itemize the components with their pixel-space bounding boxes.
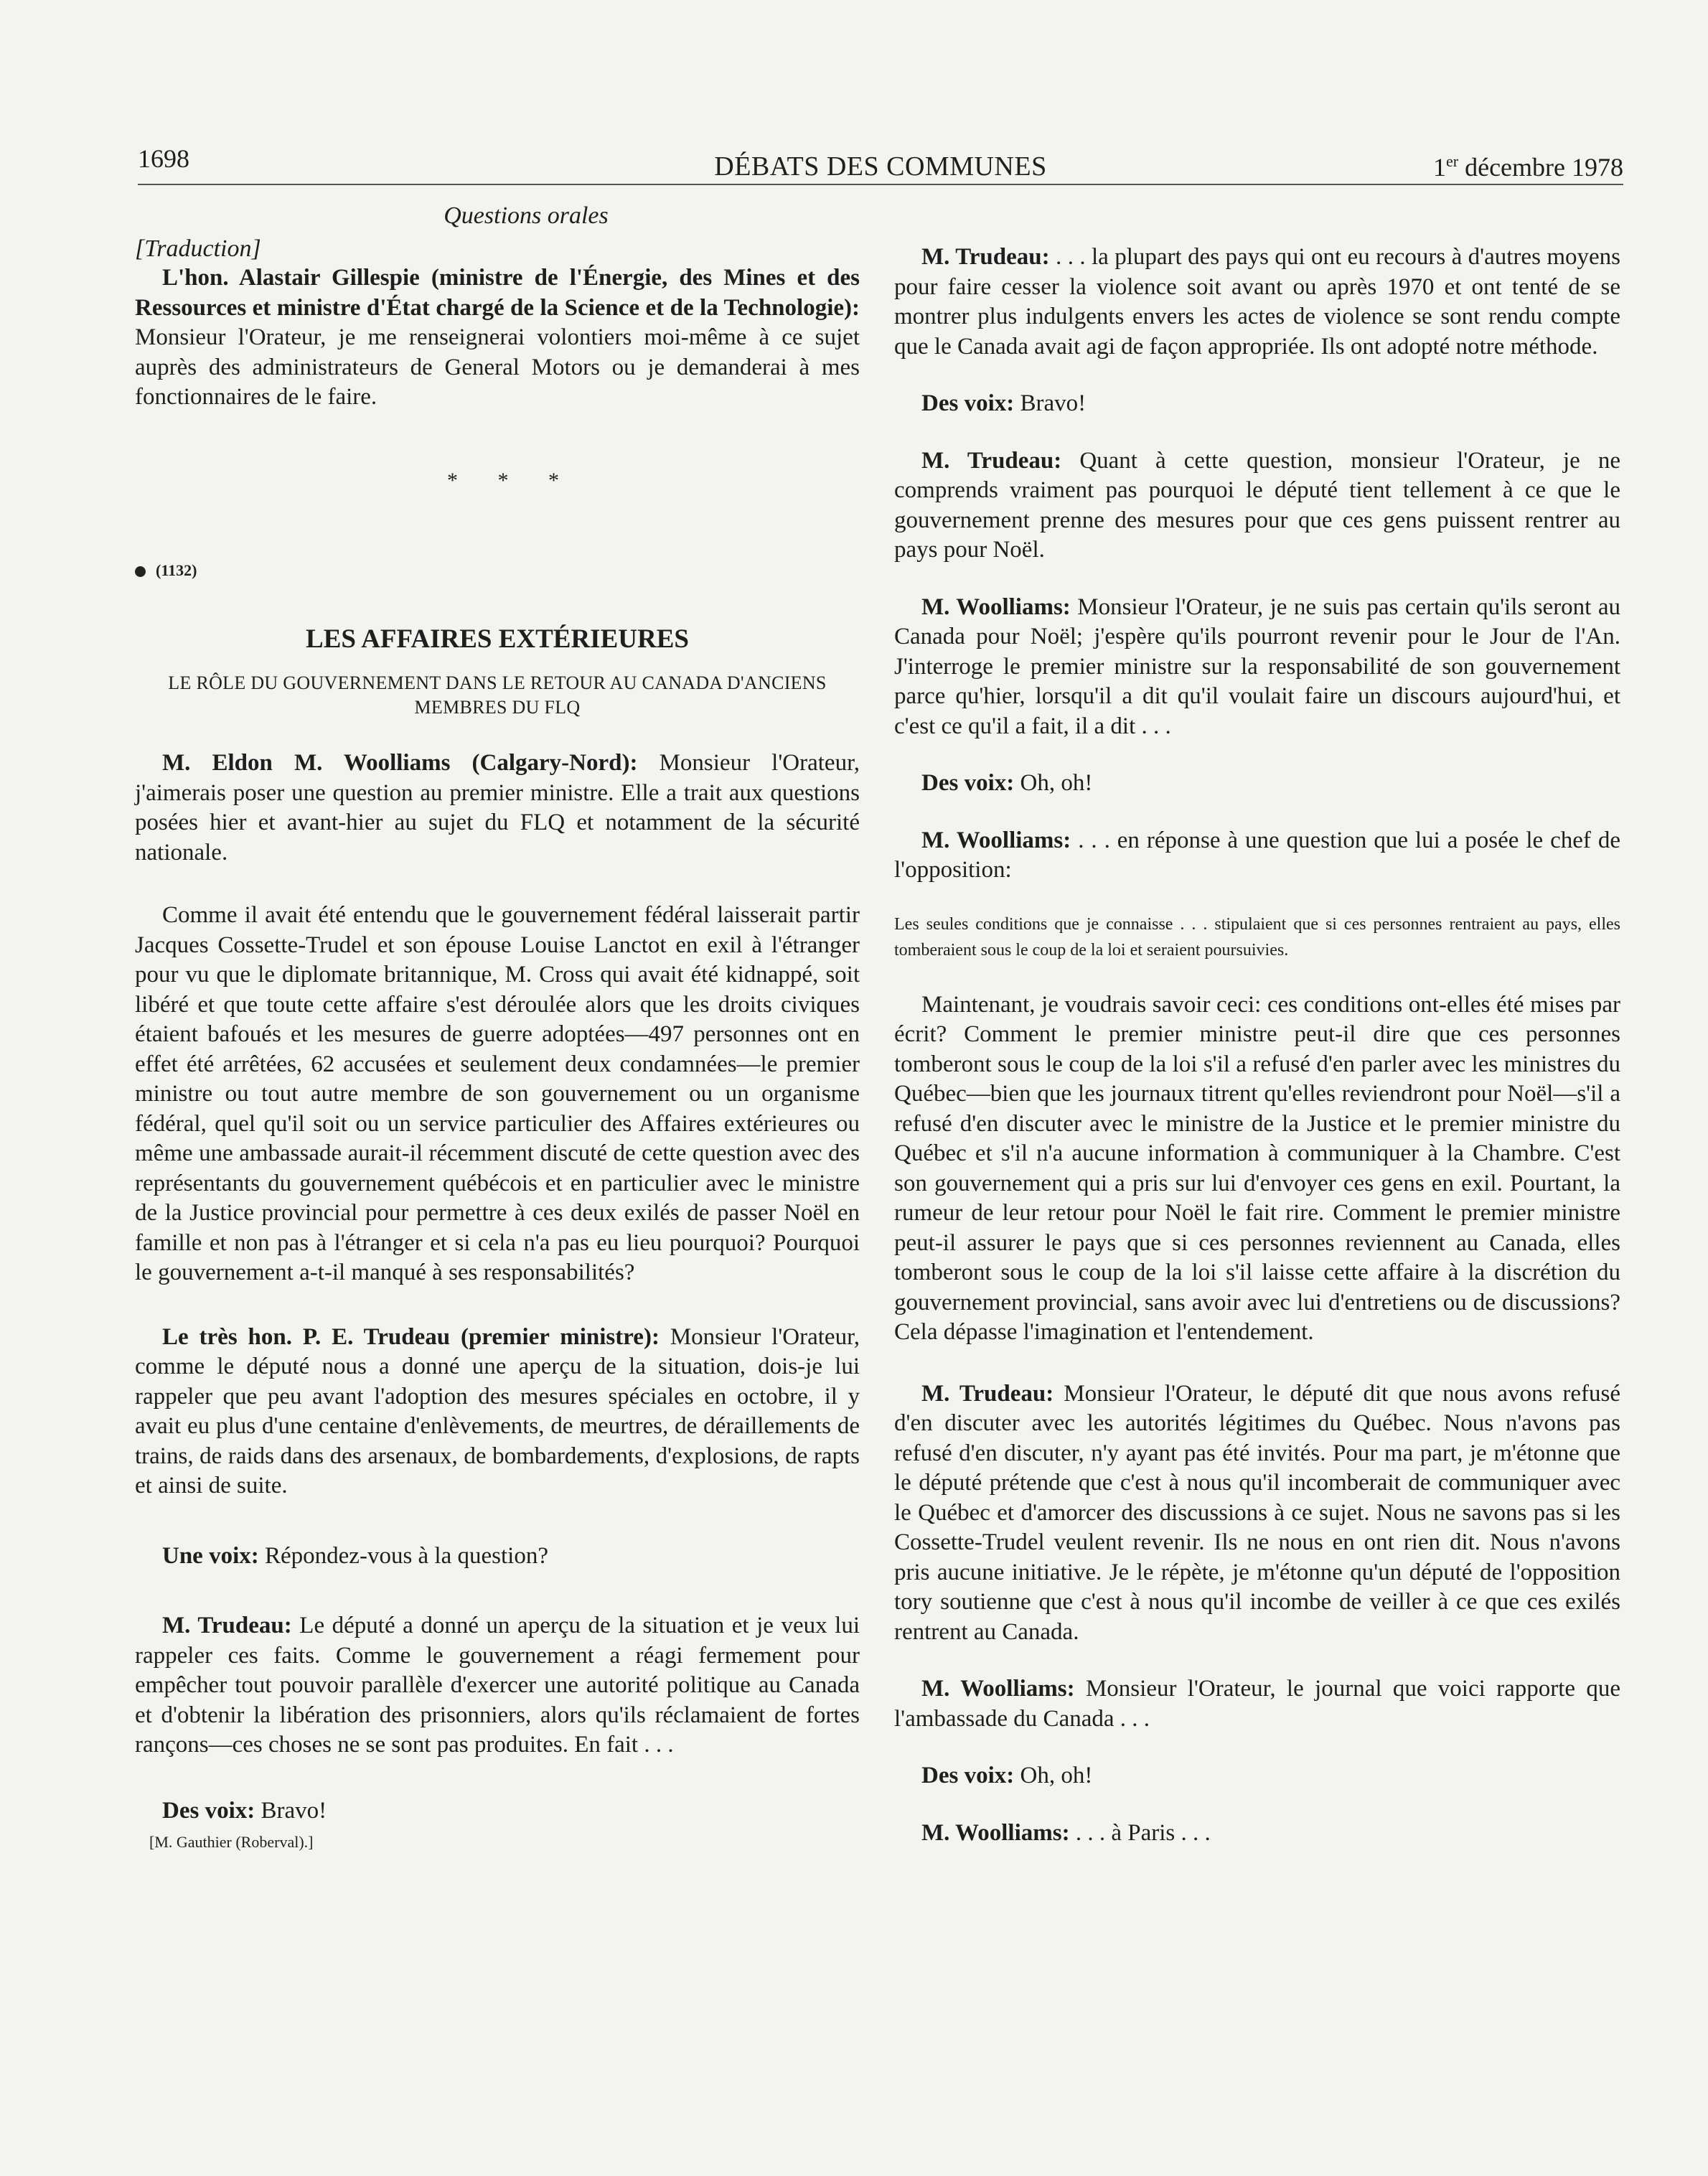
- speaker-name: M. Trudeau:: [921, 244, 1050, 270]
- paragraph-trudeau-5: [894, 1379, 1620, 1648]
- publication-title: DÉBATS DES COMMUNES: [714, 151, 1047, 182]
- speech-text: Répondez-vous à la question?: [258, 1542, 548, 1569]
- paragraph-trudeau-3: [894, 243, 1620, 362]
- paragraph-trudeau-reply: [135, 1323, 860, 1501]
- footnote: [M. Gauthier (Roberval).]: [149, 1833, 314, 1851]
- speaker-name: M. Trudeau:: [162, 1613, 292, 1638]
- header-rule: [138, 184, 1623, 185]
- paragraph-woolliams-question: [135, 749, 860, 868]
- time-marker-text: (1132): [156, 561, 197, 579]
- date-day: 1: [1433, 153, 1446, 182]
- paragraph-des-voix-3: [894, 769, 1620, 799]
- speech-text: Bravo!: [1014, 390, 1087, 416]
- page-header: [138, 144, 1623, 184]
- speech-text: . . . à Paris . . .: [1069, 1819, 1211, 1846]
- section-subtitle: LE RÔLE DU GOUVERNEMENT DANS LE RETOUR AU CANADA D'ANCIENS MEMBRES DU FLQ: [168, 672, 827, 718]
- speaker-name: M. Woolliams:: [921, 1819, 1070, 1846]
- paragraph-woolliams-5: [894, 1674, 1620, 1734]
- speech-text: Monsieur l'Orateur, le député dit que nous avons refusé d'en discuter avec les autorités légitimes du Québec. Nous n'avons pas refusé d'en discuter, n'y ayant pas été invités. Pour ma part, je m'étonne que le député prétende que c'est à nous qu'il incomberait de communiquer avec le Québec et d'amorcer des discussions à ce sujet. Nous ne savons pas si les Cossette-Trudel veulent revenir. Ils ne nous en ont rien dit. Nous n'avons pris aucune initiative. Je le répète, je m'étonne qu'un député de l'opposition tory soutienne que c'est à nous qu'il incombe de veiller à ce que ces exilés rentrent au Canada.: [894, 1380, 1620, 1645]
- time-marker: [135, 555, 860, 586]
- paragraph-woolliams-4: Maintenant, je voudrais savoir ceci: ces conditions ont-elles été mises par écrit? Comment le premier ministre peut-il dire que ces personnes tomberont sous le coup de la loi s'il a refusé d'en parler avec les ministres du Québec—bien que les journaux titrent qu'elles reviendront pour Noël—s'il a refusé d'en discuter avec le ministre de la Justice et le premier ministre du Québec et s'il n'a aucune information à communiquer à la Chambre. C'est son gouvernement qui a pris sur lui d'envoyer ces gens en exil. Pourtant, la rumeur de leur retour pour Noël le fait rire. Comment le premier ministre peut-il assurer le pays que si ces personnes reviennent au Canada, elles tomberont sous le coup de la loi s'il laisse cette affaire à la discrétion du gouvernement provincial, sans avoir avec lui d'entretiens ou de discussions? Cela dépasse l'imagination et l'entendement.: [894, 991, 1620, 1345]
- section-title: LES AFFAIRES EXTÉRIEURES: [306, 624, 689, 654]
- speech-text: Monsieur l'Orateur, j'aimerais poser une question au premier ministre. Elle a trait aux questions posées hier et avant-hier au sujet du FLQ et notamment de la sécurité nationale.: [135, 750, 860, 866]
- speaker-name: Des voix:: [921, 1763, 1015, 1788]
- speech-text: . . . en réponse à une question que lui a posée le chef de l'opposition:: [894, 827, 1620, 883]
- speaker-name: M. Trudeau:: [921, 1380, 1054, 1407]
- speech-text: Monsieur l'Orateur, je me renseignerai volontiers moi-même à ce sujet auprès des administrateurs de General Motors ou je demanderai à mes fonctionnaires de le faire.: [135, 324, 860, 410]
- speaker-name: M. Woolliams:: [921, 1676, 1075, 1702]
- paragraph-trudeau-4: [894, 446, 1620, 566]
- speech-text: Monsieur l'Orateur, le journal que voici rapporte que l'ambassade du Canada . . .: [894, 1676, 1621, 1732]
- speaker-name: Des voix:: [921, 390, 1015, 416]
- paragraph-une-voix: [135, 1542, 860, 1572]
- paragraph-woolliams-6: [894, 1819, 1620, 1849]
- speaker-name: M. Eldon M. Woolliams (Calgary-Nord):: [162, 750, 638, 776]
- speech-text: Oh, oh!: [1014, 1763, 1093, 1788]
- page-number: 1698: [138, 144, 189, 173]
- paragraph-des-voix-4: [894, 1761, 1620, 1791]
- speaker-name: L'hon. Alastair Gillespie (ministre de l'Énergie, des Mines et des Ressources et ministre d'État chargé de la Science et de la Technologie):: [135, 265, 860, 321]
- paragraph-gillespie: [135, 263, 860, 413]
- speech-text: Oh, oh!: [1014, 770, 1093, 796]
- paragraph-des-voix: [135, 1796, 860, 1826]
- speaker-name: M. Woolliams:: [921, 594, 1071, 620]
- paragraph-trudeau-2: [135, 1611, 860, 1760]
- running-head: Questions orales: [444, 202, 609, 229]
- speaker-name: M. Woolliams:: [921, 827, 1071, 853]
- speaker-name: M. Trudeau:: [921, 447, 1062, 474]
- speaker-name: Des voix:: [162, 1797, 255, 1824]
- bullet-dot-icon: [135, 566, 146, 577]
- speaker-name: Le très hon. P. E. Trudeau (premier ministre):: [162, 1323, 660, 1350]
- section-separator: * * *: [447, 468, 576, 492]
- date-suffix: er: [1446, 152, 1459, 170]
- speech-text: Quant à cette question, monsieur l'Orateur, je ne comprends vraiment pas pourquoi le député tient tellement à ce que le gouvernement prenne des mesures pour que ces gens puissent rentrer au pays pour Noël.: [894, 447, 1620, 563]
- left-column: [135, 201, 860, 1857]
- block-quote: Les seules conditions que je connaisse . . . stipulaient que si ces personnes rentraient au pays, elles tomberaient sous le coup de la loi et seraient poursuivies.: [894, 914, 1620, 960]
- paragraph-woolliams-2: [894, 593, 1620, 742]
- paragraph-woolliams-3: [894, 826, 1620, 886]
- date-rest: décembre 1978: [1458, 153, 1623, 182]
- publication-date: [1433, 152, 1623, 182]
- speech-text: Bravo!: [255, 1797, 327, 1824]
- right-column: [894, 243, 1620, 1848]
- paragraph-des-voix-2: [894, 389, 1620, 419]
- speech-text: Monsieur l'Orateur, je ne suis pas certain qu'ils seront au Canada pour Noël; j'espère qu'ils pourront revenir pour le Jour de l'An. J'interroge le premier ministre sur la responsabilité de son gouvernement parce qu'hier, lorsqu'il a dit qu'il voulait faire un discours aujourd'hui, et c'est ce qu'il a fait, il a dit . . .: [894, 594, 1620, 739]
- speaker-name: Des voix:: [921, 770, 1015, 796]
- speech-text: . . . la plupart des pays qui ont eu recours à d'autres moyens pour faire cesser la violence soit avant ou après 1970 et ont tenté de se montrer plus indulgents envers les actes de violence se sont rendu compte que le Canada avait agi de façon appropriée. Ils ont adopté notre méthode.: [894, 244, 1620, 360]
- speech-text: Monsieur l'Orateur, comme le député nous a donné une aperçu de la situation, dois-je lui rappeler que peu avant l'adoption des mesures spéciales en octobre, il y avait eu plus d'une centaine d'enlèvements, de meurtres, de déraillements de trains, de raids dans des arsenaux, de bombardements, d'explosions, de rapts et ainsi de suite.: [135, 1323, 860, 1499]
- speech-text: Le député a donné un aperçu de la situation et je veux lui rappeler ces faits. Comme le gouvernement a réagi fermement pour empêcher tout pouvoir parallèle d'exercer une autorité politique au Canada et d'obtenir la libération des prisonniers, alors qu'ils réclamaient de fortes rançons—ces choses ne se sont pas produites. En fait . . .: [135, 1613, 860, 1758]
- paragraph-woolliams-continued: Comme il avait été entendu que le gouvernement fédéral laisserait partir Jacques Cossette-Trudel et son épouse Louise Lanctot en exil à l'étranger pour vu que le diplomate britannique, M. Cross qui avait été kidnappé, soit libéré et que toute cette affaire s'est déroulée alors que les droits civiques étaient bafoués et les mesures de guerre adoptées—497 personnes ont en effet été arrêtées, 62 accusées et seulement deux condamnées—le premier ministre ou tout autre membre de son gouvernement ou un organisme fédéral, quel qu'il soit ou un service particulier des Affaires extérieures ou même une ambassade aurait-il récemment discuté de cette question avec des représentants du gouvernement québécois et en particulier avec le ministre de la Justice provincial pour permettre à ces deux exilés de passer Noël en famille et non pas à l'étranger et si cela n'a pas eu lieu pourquoi? Pourquoi le gouvernement a-t-il manqué à ses responsabilités?: [135, 902, 860, 1285]
- speaker-name: Une voix:: [162, 1542, 259, 1569]
- translation-tag: [Traduction]: [135, 235, 261, 262]
